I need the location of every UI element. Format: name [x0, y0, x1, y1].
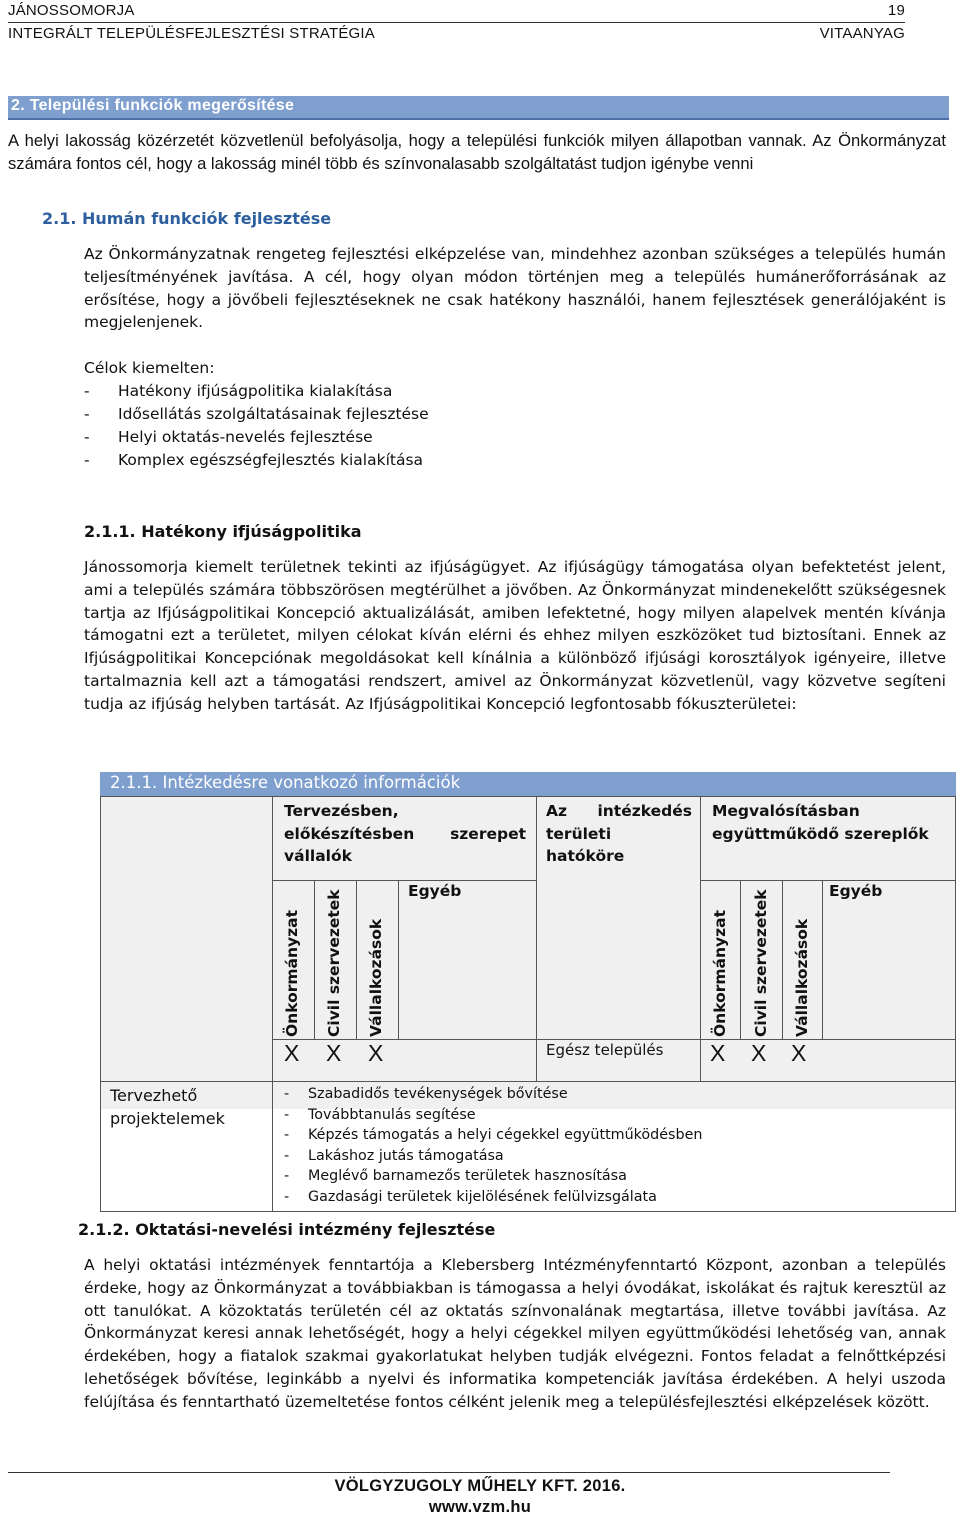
mark-municipality: X [284, 1040, 300, 1066]
table-title: 2.1.1. Intézkedésre vonatkozó információk [110, 773, 461, 792]
goals-list [84, 380, 429, 472]
list-item: - Komplex egészségfejlesztés kialakítása [84, 451, 424, 469]
header-status: VITAANYAG [819, 25, 905, 42]
header-title: JÁNOSSOMORJA [8, 2, 135, 19]
col-competence-header: Az intézkedés területi hatóköre [546, 802, 692, 865]
subsection-title-2-1-2: 2.1.2. Oktatási-nevelési intézmény fejlesztése [78, 1220, 496, 1239]
list-item: - Lakáshoz jutás támogatása [284, 1147, 504, 1164]
section-heading-bar [8, 96, 949, 120]
subcol-business: Vállalkozások [367, 918, 385, 1037]
section-title: 2. Települési funkciók megerősítése [11, 97, 295, 114]
subsection-2-1-2-paragraph: A helyi oktatási intézmények fenntartója a Klebersberg Intézményfenntartó Központ, azonban a település érdeke, hogy az Önkormányzat a továbbiakban is támogassa a helyi óvodákat, iskolákat és rajtuk keresztül az ott tanulókat. A közoktatás területén cél az oktatás színvonalának megtartása, illetve további javítása. Az Önkormányzat keresi annak lehetőségét, hogy a helyi cégekkel milyen együttműködési lehetőség van, annak érdekében, hogy a fiatalok szakmai gyakorlatukat helyben tudják elvégezni. Fontos feladat a felnőttképzési lehetőségek bővítése, leginkább a nyelvi és informatika kompetenciák javítása érdekében. A helyi uszoda felújítása és fenntartható üzemeltetése fontos célként jelenik meg a településfejlesztési elképzelések között. [84, 1256, 946, 1411]
goals-label: Célok kiemelten: [84, 359, 215, 377]
page-number: 19 [887, 2, 905, 19]
measure-info-table [100, 772, 956, 1212]
mark-civil: X [326, 1040, 342, 1066]
projects-label: Tervezhető projektelemek [110, 1086, 225, 1128]
subcol-other-partner: Egyéb [829, 882, 883, 900]
list-item: - Továbbtanulás segítése [284, 1106, 476, 1123]
subcol-civil: Civil szervezetek [325, 889, 343, 1037]
mark-municipality-partner: X [710, 1040, 726, 1066]
footer-url: www.vzm.hu [428, 1498, 532, 1516]
subcol-business-partner: Vállalkozások [793, 918, 811, 1037]
list-item: - Hatékony ifjúságpolitika kialakítása [84, 382, 393, 400]
subsection-2-1-paragraph: Az Önkormányzatnak rengeteg fejlesztési elképzelése van, mindehhez azonban szükséges a település humán teljesítményének javítása. A cél, hogy olyan módon történjen meg a település humánerőforrásának az erősítése, hogy a jövőbeli fejlesztéseknek ne csak hatékony használói, hanem fejlesztések generálójaként is megjelenjenek. [84, 245, 946, 332]
subcol-municipality-partner: Önkormányzat [711, 909, 729, 1037]
mark-business-partner: X [791, 1040, 807, 1066]
col-planning-header: Tervezésben, előkészítésben szerepet vállalók [284, 802, 526, 865]
subcol-civil-partner: Civil szervezetek [752, 889, 770, 1037]
list-item: - Gazdasági területek kijelölésének felülvizsgálata [284, 1188, 657, 1205]
mark-civil-partner: X [751, 1040, 767, 1066]
subsection-2-1-1-paragraph: Jánossomorja kiemelt területnek tekinti az ifjúságügyet. Az ifjúságügy támogatása olyan befektetést jelent, ami a település számára többszörösen megtérülhet a jövőben. Az Önkormányzat mindenekelőtt szükségesnek tartja az Ifjúságpolitikai Koncepció aktualizálását, amiben lefektetné, hogy milyen alapelvek mentén kívánja támogatni ezt a területet, milyen célokat kíván elérni és ehhez milyen eszközöket tud biztosítani. Ennek az Ifjúságpolitikai Koncepciónak megoldásokat kell kínálnia a különböző ifjúsági korosztályok igényeire, illetve tartalmaznia kell azt a támogatási rendszert, amivel az Önkormányzat közvetlenül, vagy közvetve segíteni tudja az ifjúság helyben tartását. Az Ifjúságpolitikai Koncepció legfontosabb fókuszterületei: [84, 558, 946, 713]
header-divider [8, 22, 905, 23]
table-header-bar [100, 772, 956, 796]
list-item: - Szabadidős tevékenységek bővítése [284, 1086, 568, 1102]
col-partners-header: Megvalósításban együttműködő szereplők [712, 802, 929, 843]
list-item: - Meglévő barnamezős területek hasznosítása [284, 1168, 627, 1184]
list-item: - Képzés támogatás a helyi cégekkel együttműködésben [284, 1127, 703, 1143]
projects-list [284, 1084, 702, 1207]
header-subtitle: INTEGRÁLT TELEPÜLÉSFEJLESZTÉSI STRATÉGIA [8, 25, 375, 42]
footer-company: VÖLGYZUGOLY MŰHELY KFT. 2016. [334, 1477, 626, 1495]
subsection-title-2-1-1: 2.1.1. Hatékony ifjúságpolitika [84, 522, 362, 541]
list-item: - Idősellátás szolgáltatásainak fejlesztése [84, 405, 429, 423]
mark-business: X [368, 1040, 384, 1066]
list-item: - Helyi oktatás-nevelés fejlesztése [84, 428, 373, 446]
competence-value: Egész település [546, 1041, 664, 1059]
subsection-title-2-1: 2.1. Humán funkciók fejlesztése [42, 209, 332, 228]
section-intro: A helyi lakosság közérzetét közvetlenül befolyásolja, hogy a települési funkciók milyen állapotban vannak. Az Önkormányzat számára fontos cél, hogy a lakosság minél több és színvonalasabb szolgáltatást tudjon igénybe venni [8, 131, 946, 174]
subcol-municipality: Önkormányzat [283, 909, 301, 1037]
footer-divider [8, 1472, 890, 1473]
subcol-other: Egyéb [408, 882, 462, 900]
